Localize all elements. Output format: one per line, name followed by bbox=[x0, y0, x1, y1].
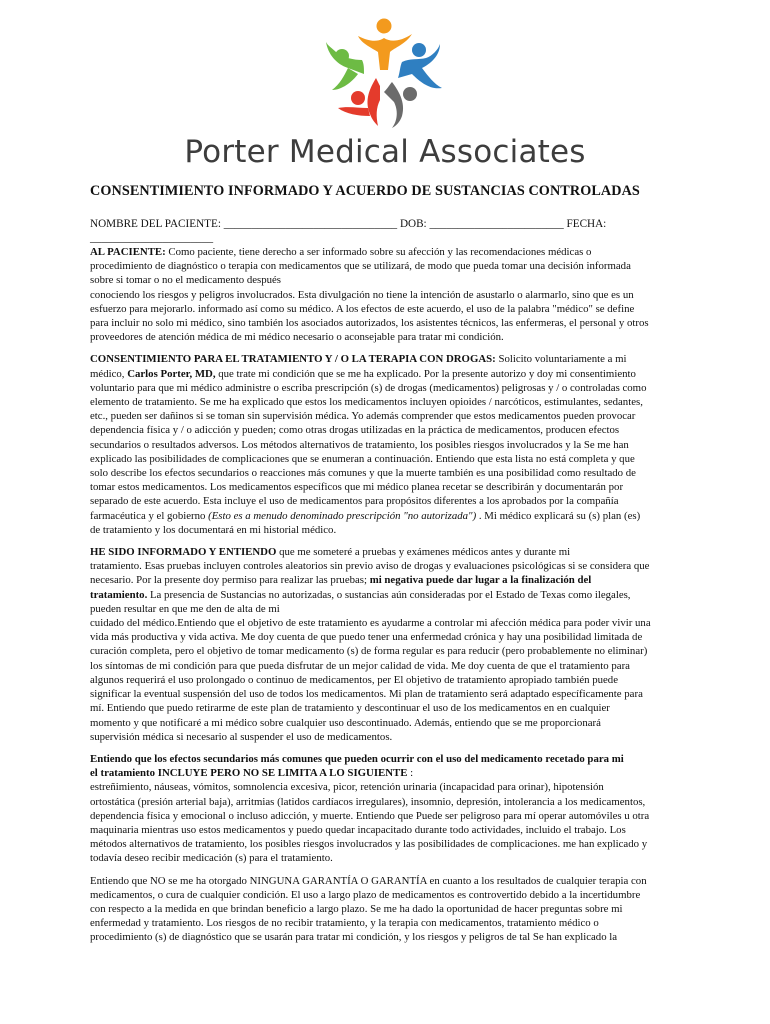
p5-line: Entiendo que NO se me ha otorgado NINGUNA GARANTÍA O GARANTÍA en cuanto a los resultados de cualquier terapia con bbox=[90, 874, 647, 887]
p1-line: procedimiento de diagnóstico o terapia con medicamentos que se utilizará, de modo que pueda tomar una decisión informada bbox=[90, 260, 631, 273]
p1-text: Como paciente, tiene derecho a ser informado sobre su afección y las recomendaciones médicas o bbox=[165, 246, 592, 258]
p2-line: voluntario para que mi médico administre o escriba prescripción (s) de drogas (medicamentos) peligrosas y / o controladas como bbox=[90, 381, 647, 394]
p1-line: sobre si tomar o no el medicamento después bbox=[90, 274, 281, 287]
p3-line: pueden resultar en que me den de alta de mi bbox=[90, 602, 280, 615]
p2-text: . Mi médico explicará su (s) plan (es) bbox=[476, 509, 641, 522]
p4-line: dependencia física y emocional o incluso adicción, y muerte. Entiendo que Puede ser peligroso para mí operar automóviles u otra bbox=[90, 809, 650, 822]
p3-line: vida más productiva y vida activa. Me doy cuenta de que puedo tener una enfermedad crónica y hay una posibilidad limitada de bbox=[90, 631, 643, 644]
p2-line-12 bbox=[90, 509, 678, 523]
p3-line-3 bbox=[90, 573, 678, 587]
patient-fields bbox=[90, 217, 680, 245]
p2-line: solo describe los efectos secundarios o reacciones más comunes y que la muerte también es una posibilidad como resultado de bbox=[90, 467, 636, 480]
logo-figure-gray bbox=[384, 82, 417, 128]
p3-line-1 bbox=[90, 545, 678, 559]
p3-lead: HE SIDO INFORMADO Y ENTIENDO bbox=[90, 546, 277, 559]
p2-line: etc., pueden ser dañinos si se toman sin supervisión médica. Yo además comprender que estos medicamentos pueden provocar bbox=[90, 410, 636, 423]
p4-line-2 bbox=[90, 766, 678, 780]
p1-lead: AL PACIENTE: bbox=[90, 246, 166, 258]
p3-text: La presencia de Sustancias no autorizadas, o sustancias aún consideradas por el Estado de Texas como ilegales, bbox=[147, 588, 631, 601]
p2-line: de tratamiento y los documentará en mi historial médico. bbox=[90, 523, 337, 536]
p5-line: con respecto a la medida en que brindan beneficio a largo plazo. Se me ha dado la oportunidad de hacer preguntas sobre mi bbox=[90, 902, 623, 915]
p3-line: supervisión médica si necesario al suspender el uso de medicamentos. bbox=[90, 730, 393, 743]
p4-line-1 bbox=[90, 752, 678, 766]
p4-line: estreñimiento, náuseas, vómitos, somnolencia excesiva, picor, retención urinaria (incapacidad para orinar), hipotensión bbox=[90, 781, 604, 794]
p3-line: curación completa, pero el objetivo de tomar medicamento (s) de forma regular es para reducir (pero probablemente no eliminar) bbox=[90, 645, 648, 658]
p2-text: Solicito voluntariamente a mi bbox=[495, 353, 627, 366]
brand-name: Porter Medical Associates bbox=[184, 134, 586, 170]
p2-line-2 bbox=[90, 367, 678, 381]
p3-line: cuidado del médico.Entiendo que el objetivo de este tratamiento es ayudarme a controlar mi afección médica para poder vivir una bbox=[90, 617, 651, 630]
logo-figure-blue bbox=[398, 43, 442, 88]
p3-line: algunos requerirá el uso prolongado o continuo de medicamentos, per El objetivo de tratamiento apropiado también puede bbox=[90, 673, 618, 686]
p1-line: proveedores de atención médica de mi médico necesario o aconsejable para tratar mi condición. bbox=[90, 331, 504, 344]
patient-fields-line-2[interactable]: ______________________ bbox=[90, 232, 214, 244]
p4-line: métodos alternativos de tratamiento, los posibles riesgos involucrados y las posibilidades de complicaciones. me han explicado y bbox=[90, 838, 648, 851]
p4-line: todavía deseo recibir medicación (s) para el tratamiento. bbox=[90, 852, 333, 865]
consent-body bbox=[90, 245, 678, 953]
p3-text: que me someteré a pruebas y exámenes médicos antes y durante mi bbox=[276, 546, 571, 559]
doctor-name: Carlos Porter, MD, bbox=[127, 367, 216, 380]
p2-text: que trate mi condición que se me ha explicado. Por la presente autorizo y doy mi consentimiento bbox=[215, 367, 636, 380]
p3-line: momento y que notificaré a mi médico sobre cualquier uso descontinuado. Además, entiendo que se me proporcionará bbox=[90, 716, 601, 729]
p4-bold: Entiendo que los efectos secundarios más comunes que pueden ocurrir con el uso del medicamento recetado para mi bbox=[90, 752, 624, 765]
p2-text: médico, bbox=[90, 367, 128, 380]
paragraph-efectos-secundarios bbox=[90, 752, 678, 866]
p4-line: ortostática (presión arterial baja), arritmias (latidos cardíacos irregulares), insomnio, depresión, intolerancia a los medicamentos, bbox=[90, 795, 646, 808]
p2-text: farmacéutica y el gobierno bbox=[90, 509, 209, 522]
paragraph-he-sido-informado bbox=[90, 545, 678, 744]
p3-line: significar la eventual suspensión del uso de todos los medicamentos. Mi plan de tratamiento será adaptado específicamente para bbox=[90, 688, 643, 701]
p3-line: tratamiento. Esas pruebas incluyen controles aleatorios sin previo aviso de drogas y evaluaciones psicológicas si se considera que bbox=[90, 560, 650, 573]
p2-line: explicado las posibilidades de complicaciones que se enumeran a continuación. Entiendo que esta lista no está completa y que bbox=[90, 452, 635, 465]
p3-line: los síntomas de mi condición para que pueda disfrutar de un mejor calidad de vida. Me doy cuenta de que el tratamiento para bbox=[90, 659, 630, 672]
p2-line: separado de este acuerdo. Esta incluye el uso de medicamentos para propósitos diferentes a los aprobados por la compañía bbox=[90, 495, 619, 508]
p3-bold-tratamiento: tratamiento. bbox=[90, 588, 148, 601]
p5-line: procedimiento (s) de diagnóstico que se usarán para tratar mi condición, y los riesgos y peligros de tal Se han explicado la bbox=[90, 931, 618, 944]
people-circle-logo-icon bbox=[318, 12, 448, 130]
patient-fields-line[interactable]: NOMBRE DEL PACIENTE: _______________________________ DOB: ________________________ FECHA: bbox=[90, 218, 607, 230]
paragraph-al-paciente bbox=[90, 245, 678, 344]
paragraph-garantia bbox=[90, 874, 678, 945]
p1-line: conociendo los riesgos y peligros involucrados. Esta divulgación no tiene la intención de asustarlo o alarmarlo, sino que es un bbox=[90, 288, 634, 301]
p1-line-1 bbox=[90, 245, 678, 259]
p3-bold-warning: mi negativa puede dar lugar a la finalización del bbox=[369, 574, 592, 587]
off-label-note: (Esto es a menudo denominado prescripción "no autorizada") bbox=[208, 509, 477, 522]
p1-line: esfuerzo para mejorarlo. informado así como su médico. A los efectos de este acuerdo, el uso de la palabra "médico" se define bbox=[90, 302, 635, 315]
p4-text: : bbox=[407, 767, 414, 780]
p3-text: necesario. Por la presente doy permiso para realizar las pruebas; bbox=[90, 574, 370, 587]
p3-line: mí. Entiendo que puedo retirarme de este plan de tratamiento y descontinuar el uso de los medicamentos en en cualquier bbox=[90, 702, 610, 715]
p1-line: para incluir no solo mi médico, sino también los asociados autorizados, los asistentes técnicos, las enfermeras, el personal y otros bbox=[90, 317, 649, 330]
p2-line: dependencia física y / o adicción y pueden; como otras drogas utilizadas en la práctica de medicamentos, producen efectos bbox=[90, 424, 620, 437]
logo-figure-green bbox=[326, 42, 364, 90]
p5-line: enfermedad y tratamiento. Los riesgos de no recibir tratamiento, y la terapia con medicamentos, tratamiento médico o bbox=[90, 917, 599, 930]
p2-line-1 bbox=[90, 352, 678, 366]
p4-bold: el tratamiento INCLUYE PERO NO SE LIMITA A LO SIGUIENTE bbox=[90, 767, 408, 780]
paragraph-consentimiento bbox=[90, 352, 678, 537]
p2-line: secundarios o resultados adversos. Los métodos alternativos de tratamiento, los posibles riesgos involucrados y la Se me han bbox=[90, 438, 629, 451]
p5-line: medicamentos, o cura de cualquier condición. El uso a largo plazo de medicamentos es controvertido debido a la incertidumbre bbox=[90, 888, 641, 901]
p4-line: maquinaria mientras uso estos medicamentos y puedo quedar incapacitado durante todo actividades, incluido el trabajo. Los bbox=[90, 823, 626, 836]
document-title: CONSENTIMIENTO INFORMADO Y ACUERDO DE SUSTANCIAS CONTROLADAS bbox=[90, 183, 640, 199]
p2-lead: CONSENTIMIENTO PARA EL TRATAMIENTO Y / O LA TERAPIA CON DROGAS: bbox=[90, 353, 496, 366]
p2-line: tomar estos medicamentos. Los medicamentos específicos que mi médico planea recetar se describirán y documentarán por bbox=[90, 481, 624, 494]
header-logo bbox=[0, 8, 770, 178]
p3-line-4 bbox=[90, 588, 678, 602]
p2-line: elemento de tratamiento. Se me ha explicado que estos los medicamentos incluyen opioides / narcóticos, estimulantes, sedantes, bbox=[90, 396, 643, 409]
